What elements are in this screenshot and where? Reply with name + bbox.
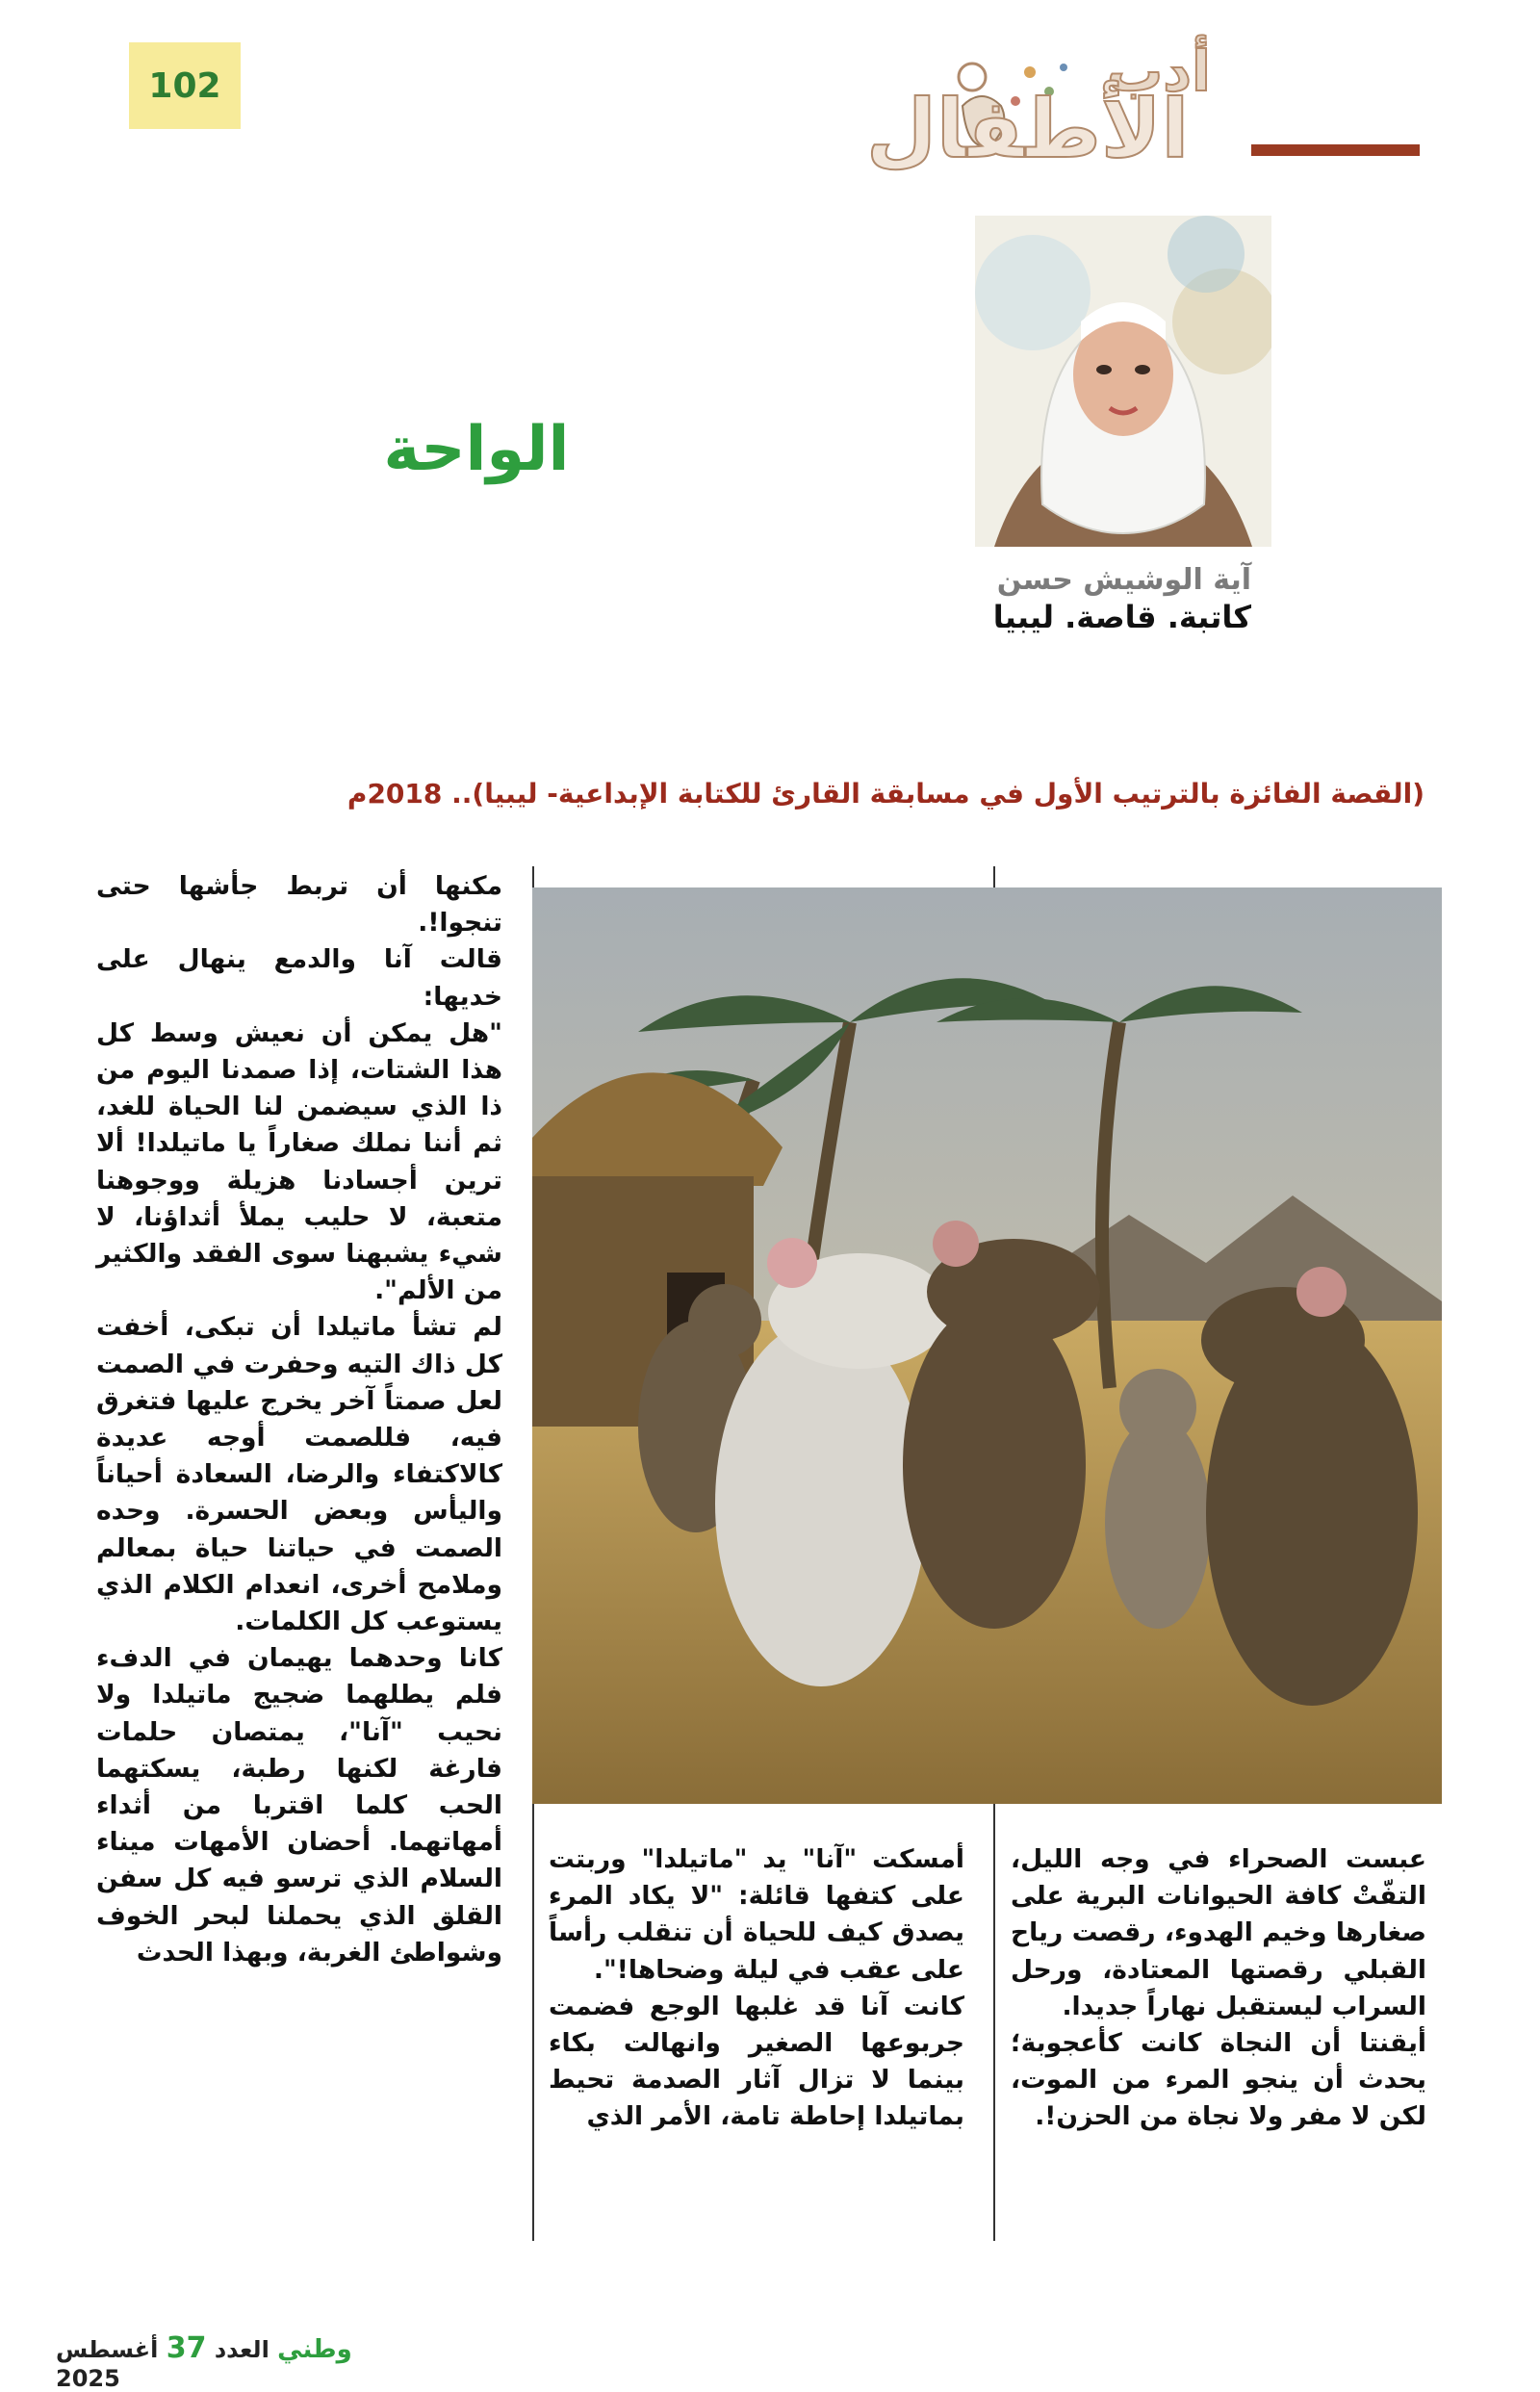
paragraph: أمسكت "آنا" يد "ماتيلدا" وربتت على كتفها قائلة: "لا يكاد المرء يصدق كيف للحياة أن تنقلب رأساً على عقب في ليلة وضحاها!". (549, 1844, 964, 1985)
author-role: كاتبة. قاصة. ليبيا (992, 599, 1251, 635)
footer (56, 2331, 402, 2392)
paragraph: "هل يمكن أن نعيش وسط كل هذا الشتات، إذا صمدنا اليوم من ذا الذي سيضمن لنا الحياة للغد، ثم أننا نملك صغاراً يا ماتيلدا! ألا ترين أجسادنا هزيلة ووجوهنا متعبة، لا حليب يملأ أثداؤنا، لا شيء يشبهنا سوى الفقد والكثير من الألم". (96, 1017, 502, 1306)
footer-month: أغسطس (56, 2336, 159, 2363)
footer-brand: وطني (277, 2335, 352, 2364)
text-column-middle (549, 1841, 964, 2136)
section-logo-word-small: أدب (1107, 39, 1211, 104)
paragraph: لم تشأ ماتيلدا أن تبكى، أخفت كل ذاك التيه وحفرت في الصمت لعل صمتاً آخر يخرج عليها فتغرق فيه، فللصمت أوجه عديدة كالاكتفاء والرضا، السعادة أحياناً واليأس وبعض الحسرة. وحده الصمت في حياتنا حياة بمعالم وملامح أخرى، انعدام الكلام الذي يستوعب كل الكلمات. (96, 1312, 502, 1637)
paragraph: مكنها أن تربط جأشها حتى تنجوا!. (96, 871, 502, 939)
author-portrait (975, 216, 1271, 547)
paragraph: كانا وحدهما يهيمان في الدفء فلم يطلهما ضجيج ماتيلدا ولا نحيب "آنا"، يمتصان حلمات فارغة لكنها رطبة، يسكتهما الحب كلما اقتربا من أثداء أمهاتهما. أحضان الأمهات ميناء السلام الذي ترسو فيه كل سفن القلق الذي يحملنا لبحر الخوف وشواطئ الغربة، وبهذا الحدث (96, 1643, 502, 1968)
section-logo-bar (1251, 144, 1420, 156)
paragraph: قالت آنا والدمع ينهال على خديها: (96, 944, 502, 1012)
section-logo-word-big: الأطفال (866, 82, 1190, 176)
footer-year: 2025 (56, 2365, 120, 2392)
text-column-right (1011, 1841, 1426, 2136)
page-number: 102 (129, 42, 241, 129)
paragraph: عبست الصحراء في وجه الليل، التفّتْ كافة الحيوانات البرية على صغارها وخيم الهدوء، رقصت رياح القبلي رقصتها المعتادة، ورحل السراب ليستقبل نهاراً جديدا. (1011, 1844, 1426, 2021)
story-title: الواحة (383, 414, 570, 485)
story-illustration (532, 887, 1442, 1804)
text-column-left (96, 868, 502, 1971)
paragraph: أيقنتا أن النجاة كانت كأعجوبة؛ يحدث أن ينجو المرء من الموت، لكن لا مفر ولا نجاة من الحزن!. (1011, 2028, 1426, 2132)
footer-issue-number: 37 (166, 2331, 207, 2365)
paragraph: كانت آنا قد غلبها الوجع فضمت جربوعها الصغير وانهالت بكاء بينما لا تزال آثار الصدمة تحيط بماتيلدا إحاطة تامة، الأمر الذي (549, 1991, 964, 2132)
footer-issue-label: العدد (214, 2336, 270, 2363)
author-name: آية الوشيش حسن (996, 563, 1251, 597)
story-subtitle: (القصة الفائزة بالترتيب الأول في مسابقة القارئ للكتابة الإبداعية- ليبيا).. 2018م (346, 778, 1424, 810)
